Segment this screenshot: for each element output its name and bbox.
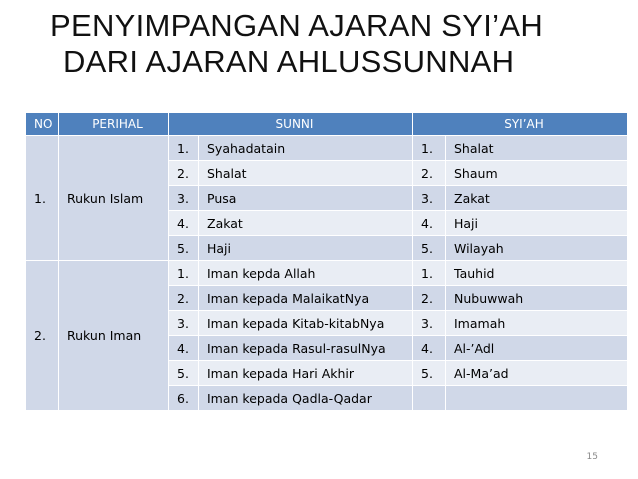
syiah-index-cell: 2. xyxy=(413,286,446,311)
perihal-cell: Rukun Islam xyxy=(59,136,169,261)
slide-title xyxy=(50,8,630,80)
sunni-value-cell: Iman kepda Allah xyxy=(199,261,413,286)
header-perihal: PERIHAL xyxy=(59,113,169,136)
syiah-index-cell: 3. xyxy=(413,186,446,211)
sunni-value-cell: Syahadatain xyxy=(199,136,413,161)
syiah-value-cell: Shalat xyxy=(446,136,628,161)
sunni-index-cell: 3. xyxy=(169,186,199,211)
sunni-value-cell: Iman kepada Hari Akhir xyxy=(199,361,413,386)
title-line-2: DARI AJARAN AHLUSSUNNAH xyxy=(63,44,515,79)
row-number-cell: 2. xyxy=(26,261,59,411)
comparison-table xyxy=(25,112,628,411)
sunni-index-cell: 4. xyxy=(169,211,199,236)
syiah-value-cell: Zakat xyxy=(446,186,628,211)
syiah-index-cell: 3. xyxy=(413,311,446,336)
syiah-value-cell xyxy=(446,386,628,411)
sunni-value-cell: Iman kepada Qadla-Qadar xyxy=(199,386,413,411)
row-number-cell: 1. xyxy=(26,136,59,261)
table-row xyxy=(26,136,628,161)
sunni-index-cell: 5. xyxy=(169,236,199,261)
sunni-value-cell: Iman kepada MalaikatNya xyxy=(199,286,413,311)
header-no: NO xyxy=(26,113,59,136)
sunni-index-cell: 2. xyxy=(169,286,199,311)
syiah-index-cell: 4. xyxy=(413,211,446,236)
syiah-index-cell: 1. xyxy=(413,261,446,286)
perihal-cell: Rukun Iman xyxy=(59,261,169,411)
sunni-index-cell: 1. xyxy=(169,136,199,161)
syiah-value-cell: Nubuwwah xyxy=(446,286,628,311)
table-row xyxy=(26,261,628,286)
sunni-value-cell: Shalat xyxy=(199,161,413,186)
syiah-value-cell: Tauhid xyxy=(446,261,628,286)
sunni-index-cell: 3. xyxy=(169,311,199,336)
syiah-value-cell: Wilayah xyxy=(446,236,628,261)
syiah-index-cell: 5. xyxy=(413,361,446,386)
sunni-index-cell: 4. xyxy=(169,336,199,361)
syiah-index-cell xyxy=(413,386,446,411)
header-sunni: SUNNI xyxy=(169,113,413,136)
sunni-index-cell: 6. xyxy=(169,386,199,411)
sunni-value-cell: Iman kepada Rasul-rasulNya xyxy=(199,336,413,361)
syiah-index-cell: 5. xyxy=(413,236,446,261)
syiah-value-cell: Imamah xyxy=(446,311,628,336)
sunni-index-cell: 1. xyxy=(169,261,199,286)
table-body xyxy=(26,136,628,411)
sunni-value-cell: Pusa xyxy=(199,186,413,211)
syiah-index-cell: 4. xyxy=(413,336,446,361)
syiah-value-cell: Al-Ma’ad xyxy=(446,361,628,386)
syiah-value-cell: Haji xyxy=(446,211,628,236)
syiah-index-cell: 1. xyxy=(413,136,446,161)
title-line-1: PENYIMPANGAN AJARAN SYI’AH xyxy=(50,8,544,43)
sunni-value-cell: Haji xyxy=(199,236,413,261)
table-header-row xyxy=(26,113,628,136)
page-number: 15 xyxy=(586,452,598,462)
sunni-value-cell: Iman kepada Kitab-kitabNya xyxy=(199,311,413,336)
header-syiah: SYI’AH xyxy=(413,113,628,136)
syiah-value-cell: Al-’Adl xyxy=(446,336,628,361)
syiah-index-cell: 2. xyxy=(413,161,446,186)
sunni-index-cell: 5. xyxy=(169,361,199,386)
syiah-value-cell: Shaum xyxy=(446,161,628,186)
sunni-value-cell: Zakat xyxy=(199,211,413,236)
sunni-index-cell: 2. xyxy=(169,161,199,186)
